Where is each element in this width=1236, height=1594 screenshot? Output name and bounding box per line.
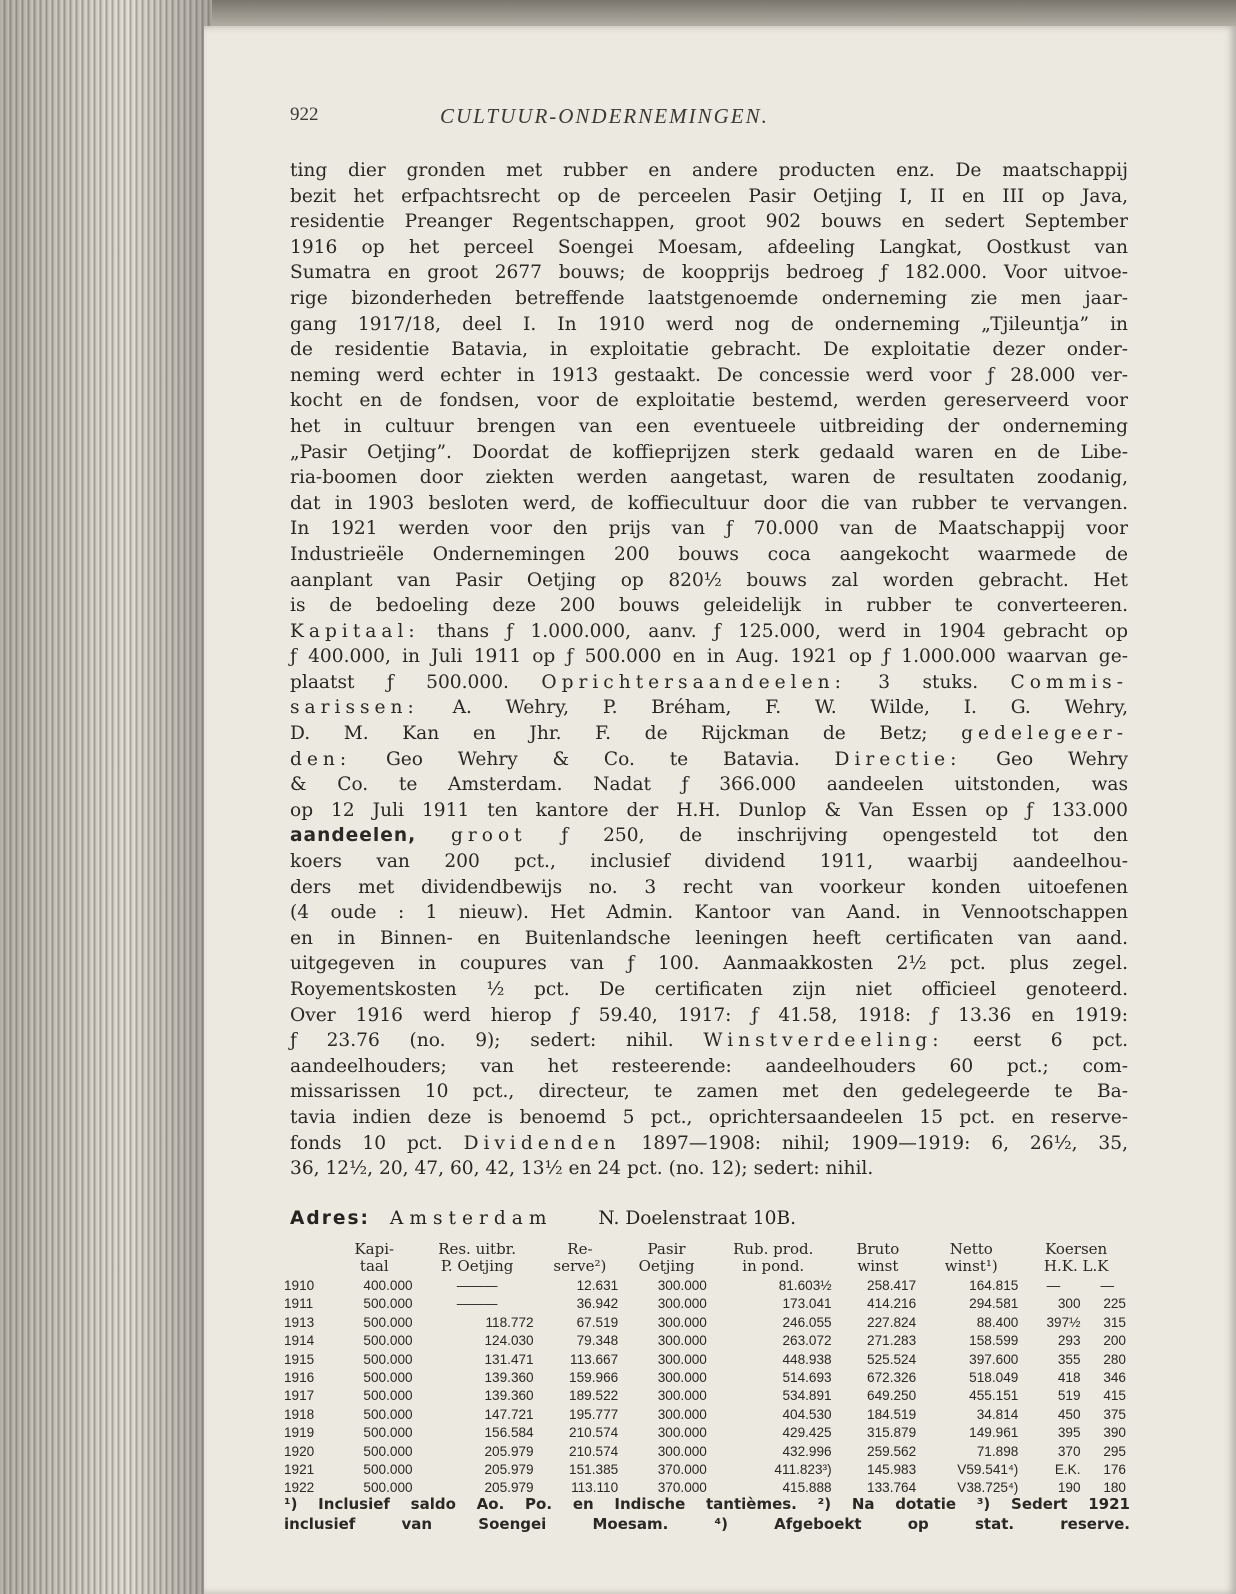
emphasized-text: den:	[290, 748, 352, 770]
text-line	[290, 440, 1128, 466]
text-line	[290, 747, 1128, 773]
table-cell: 418	[1057, 1370, 1081, 1386]
text-line	[290, 823, 1128, 849]
text-line	[290, 209, 1128, 235]
emphasized-text: Winstverdeeling:	[703, 1030, 944, 1052]
table-cell: 370.000	[657, 1462, 707, 1478]
page-header	[290, 104, 1150, 134]
table-cell: 67.519	[576, 1314, 619, 1330]
text-line	[290, 414, 1128, 440]
table-cell: 88.400	[976, 1314, 1019, 1330]
table-cell: 300.000	[657, 1425, 707, 1441]
text-segment: residentie Preanger Regentschappen, groot 902 bouws en sedert September	[290, 211, 1128, 233]
column-header: Koersen H.K. L.K	[1043, 1240, 1109, 1275]
emphasized-text: gedelegeer-	[961, 723, 1128, 745]
table-cell: 432.996	[782, 1443, 832, 1459]
table-row	[284, 1369, 1130, 1387]
table-row	[284, 1424, 1130, 1442]
text-line	[290, 568, 1128, 594]
table-cell: 259.562	[867, 1443, 917, 1459]
table-cell: 81.603½	[778, 1278, 832, 1293]
text-line	[290, 542, 1128, 568]
table-cell: 300.000	[657, 1296, 707, 1312]
table-cell: 145.983	[867, 1462, 917, 1478]
text-segment: tavia indien deze is benoemd 5 pct., oprichtersaandeelen 15 pct. en reserve-	[290, 1106, 1128, 1128]
table-row	[284, 1314, 1130, 1332]
table-cell: 300.000	[657, 1370, 707, 1386]
text-line	[290, 312, 1128, 338]
table-cell: 300.000	[657, 1314, 707, 1330]
table-cell: 205.979	[484, 1443, 534, 1459]
text-segment: gang 1917/18, deel I. In 1910 werd nog de onderneming „Tjileuntja” in	[290, 313, 1128, 335]
emphasized-text: Kapitaal:	[290, 620, 420, 642]
text-line	[290, 465, 1128, 491]
text-line	[290, 875, 1128, 901]
table-cell: 315.879	[867, 1425, 917, 1441]
financial-table	[284, 1241, 1130, 1498]
table-cell: E.K.	[1054, 1462, 1081, 1478]
emphasized-text: groot	[450, 825, 527, 847]
table-cell: 246.055	[782, 1314, 832, 1330]
year-cell: 1917	[284, 1388, 315, 1404]
table-cell: V38.725⁴)	[957, 1480, 1019, 1496]
table-cell: 395	[1057, 1425, 1081, 1441]
table-cell: 455.151	[969, 1388, 1019, 1404]
table-cell: 133.764	[867, 1480, 917, 1496]
address-label: Adres:	[290, 1208, 370, 1229]
text-line	[290, 184, 1128, 210]
footnote-line: ¹) Inclusief saldo Ao. Po. en Indische tantièmes. ²) Na dotatie ³) Sedert 1921	[284, 1495, 1130, 1513]
table-row	[284, 1387, 1130, 1405]
column-header: Pasir Oetjing	[638, 1240, 695, 1275]
table-cell: 649.250	[867, 1388, 917, 1404]
text-segment: „Pasir Oetjing”. Doordat de koffieprijzen sterk gedaald waren en de Libe-	[290, 441, 1128, 463]
table-cell: 300	[1057, 1296, 1081, 1312]
text-segment: Royementskosten ½ pct. De certificaten zijn niet officieel genoteerd.	[290, 979, 1128, 1000]
emphasized-text: Dividenden	[463, 1132, 621, 1154]
column-header: Bruto winst	[856, 1240, 900, 1275]
text-line	[290, 388, 1128, 414]
text-segment: ders met dividendbewijs no. 3 recht van voorkeur konden uitoefenen	[290, 876, 1128, 898]
text-line	[290, 593, 1128, 619]
table-cell: 500.000	[363, 1370, 413, 1386]
text-line	[290, 1079, 1128, 1105]
text-segment: uitgegeven in coupures van ƒ 100. Aanmaakkosten 2½ pct. plus zegel.	[290, 953, 1128, 975]
table-cell: 280	[1103, 1351, 1126, 1367]
text-segment: 1916 op het perceel Soengei Moesam, afdeeling Langkat, Oostkust van	[290, 236, 1128, 258]
table-cell: 397½	[1046, 1314, 1081, 1330]
table-cell: 147.721	[484, 1406, 534, 1422]
table-cell: 205.979	[484, 1480, 534, 1496]
table-cell: 131.471	[484, 1351, 534, 1367]
text-segment: Geo Wehry	[961, 748, 1128, 770]
table-cell: 139.360	[484, 1388, 534, 1404]
text-line	[290, 286, 1128, 312]
address-city: Amsterdam	[389, 1208, 553, 1229]
emphasized-text: Oprichtersaandeelen:	[541, 671, 846, 693]
table-cell: 514.693	[782, 1370, 832, 1386]
table-cell: 500.000	[363, 1351, 413, 1367]
running-head: CULTUUR-ONDERNEMINGEN.	[440, 104, 769, 128]
text-segment: aanplant van Pasir Oetjing op 820½ bouws zal worden gebracht. Het	[290, 569, 1128, 591]
text-line	[290, 1003, 1128, 1029]
text-line	[290, 1131, 1128, 1157]
text-line	[290, 516, 1128, 542]
text-line	[290, 235, 1128, 261]
table-cell: 195.777	[569, 1406, 619, 1422]
table-cell: 300.000	[657, 1388, 707, 1404]
table-cell: 450	[1057, 1406, 1081, 1422]
page-number: 922	[290, 104, 319, 125]
book-page-edges	[0, 0, 212, 1594]
text-line	[290, 695, 1128, 721]
year-cell: 1915	[284, 1351, 315, 1367]
table-cell: 500.000	[363, 1480, 413, 1496]
table-cell: 375	[1103, 1406, 1126, 1422]
text-segment: dat in 1903 besloten werd, de koffiecultuur door die van rubber te vervangen.	[290, 492, 1128, 514]
text-line	[290, 670, 1128, 696]
table-cell: 370.000	[657, 1480, 707, 1496]
year-cell: 1918	[284, 1406, 315, 1422]
text-segment: D. M. Kan en Jhr. F. de Rijckman de Betz;	[290, 723, 962, 745]
footnote-line: inclusief van Soengei Moesam. ⁴) Afgeboekt op stat. reserve.	[284, 1515, 1130, 1533]
table-cell: 519	[1057, 1388, 1081, 1404]
table-cell: 271.283	[867, 1333, 917, 1349]
text-segment: en in Binnen- en Buitenlandsche leeningen heeft certificaten van aand.	[290, 927, 1128, 949]
text-segment	[416, 825, 451, 846]
financial-table-head	[284, 1241, 1130, 1277]
table-row	[284, 1295, 1130, 1313]
table-cell: 525.524	[867, 1351, 917, 1367]
table-cell: 156.584	[484, 1425, 534, 1441]
text-line	[290, 1054, 1128, 1080]
text-segment: is de bedoeling deze 200 bouws geleidelijk in rubber te converteeren.	[290, 595, 1128, 617]
table-row	[284, 1277, 1130, 1295]
table-cell: 500.000	[363, 1462, 413, 1478]
text-line	[290, 491, 1128, 517]
table-cell: 414.216	[867, 1296, 917, 1312]
text-segment: 3 stuks.	[845, 671, 1011, 693]
text-segment: rige bizonderheden betreffende laatstgenoemde onderneming zie men jaar-	[290, 287, 1128, 309]
table-cell: 500.000	[363, 1333, 413, 1349]
table-cell: 200	[1103, 1333, 1126, 1349]
text-segment: ting dier gronden met rubber en andere producten enz. De maatschappij	[290, 160, 1128, 181]
table-cell: 79.348	[576, 1333, 619, 1349]
table-cell: 180	[1103, 1480, 1126, 1496]
year-cell: 1913	[284, 1314, 315, 1330]
table-cell: 411.823³)	[774, 1462, 832, 1478]
text-segment: 1897—1908: nihil; 1909—1919: 6, 26½, 35,	[620, 1132, 1128, 1154]
column-header: Kapi- taal	[354, 1240, 395, 1275]
text-line	[290, 721, 1128, 747]
text-segment: koers van 200 pct., inclusief dividend 1911, waarbij aandeelhou-	[290, 851, 1128, 873]
text-segment: (4 oude : 1 nieuw). Het Admin. Kantoor van Aand. in Vennootschappen	[290, 902, 1128, 924]
text-segment: de residentie Batavia, in exploitatie gebracht. De exploitatie dezer onder-	[290, 339, 1128, 361]
table-cell: 500.000	[363, 1406, 413, 1422]
table-cell: 500.000	[363, 1425, 413, 1441]
year-cell: 1922	[284, 1480, 315, 1496]
text-segment: fonds 10 pct.	[290, 1132, 464, 1154]
table-cell: 397.600	[969, 1351, 1019, 1367]
emphasized-text: Commis-	[1010, 671, 1128, 693]
address-line	[290, 1206, 1128, 1232]
text-line	[290, 1028, 1128, 1054]
text-line	[290, 849, 1128, 875]
table-cell: 300.000	[657, 1406, 707, 1422]
text-line	[290, 1156, 1128, 1182]
table-cell: 225	[1103, 1296, 1126, 1312]
table-cell: 370	[1057, 1443, 1081, 1459]
table-cell: 151.385	[569, 1462, 619, 1478]
text-segment: plaatst ƒ 500.000.	[290, 671, 542, 693]
year-cell: 1921	[284, 1462, 315, 1478]
address-street: N. Doelenstraat 10B.	[598, 1208, 797, 1229]
table-cell: 415.888	[782, 1480, 832, 1496]
text-segment: ƒ 400.000, in Juli 1911 op ƒ 500.000 en in Aug. 1921 op ƒ 1.000.000 waarvan ge-	[290, 646, 1128, 668]
text-segment: A. Wehry, P. Bréham, F. W. Wilde, I. G. Wehry,	[418, 697, 1128, 719]
text-segment: thans ƒ 1.000.000, aanv. ƒ 125.000, werd in 1904 gebracht op	[419, 620, 1128, 642]
table-cell: 210.574	[569, 1443, 619, 1459]
table-cell: 227.824	[867, 1314, 917, 1330]
text-segment: Sumatra en groot 2677 bouws; de koopprijs bedroeg ƒ 182.000. Voor uitvoe-	[290, 262, 1128, 284]
table-cell: 189.522	[569, 1388, 619, 1404]
table-row	[284, 1443, 1130, 1461]
text-line	[290, 1105, 1128, 1131]
text-line	[290, 619, 1128, 645]
text-line	[290, 772, 1128, 798]
table-cell: 390	[1103, 1425, 1126, 1441]
table-row	[284, 1332, 1130, 1350]
text-segment: neming werd echter in 1913 gestaakt. De concessie werd voor ƒ 28.000 ver-	[290, 364, 1128, 386]
table-cell: 118.772	[485, 1314, 534, 1330]
table-row	[284, 1461, 1130, 1479]
table-header-row	[284, 1241, 1130, 1277]
table-cell: 300.000	[657, 1443, 707, 1459]
table-cell: 124.030	[484, 1333, 534, 1349]
table-cell: ———	[456, 1296, 498, 1312]
year-cell: 1916	[284, 1370, 315, 1386]
text-segment: aandeelhouders; van het resteerende: aandeelhouders 60 pct.; com-	[290, 1055, 1128, 1077]
table-cell: 500.000	[363, 1388, 413, 1404]
table-cell: 448.938	[782, 1351, 832, 1367]
table-row	[284, 1406, 1130, 1424]
text-line	[290, 900, 1128, 926]
text-line	[290, 798, 1128, 824]
text-segment: op 12 Juli 1911 ten kantore der H.H. Dunlop & Van Essen op ƒ 133.000	[290, 799, 1128, 821]
table-cell: 518.049	[969, 1370, 1019, 1386]
table-cell: 205.979	[484, 1462, 534, 1478]
year-cell: 1914	[284, 1333, 315, 1349]
table-cell: 400.000	[363, 1278, 413, 1293]
table-cell: 139.360	[484, 1370, 534, 1386]
text-line	[290, 951, 1128, 977]
table-cell: 672.326	[867, 1370, 917, 1386]
text-segment: missarissen 10 pct., directeur, te zamen met den gedelegeerde te Ba-	[290, 1081, 1128, 1103]
table-row	[284, 1351, 1130, 1369]
text-line	[290, 158, 1128, 184]
text-segment: ƒ 23.76 (no. 9); sedert: nihil.	[290, 1030, 704, 1052]
body-text	[290, 158, 1128, 1182]
table-cell: 173.041	[782, 1296, 832, 1312]
text-line	[290, 926, 1128, 952]
table-cell: 315	[1103, 1314, 1126, 1330]
table-cell: 300.000	[657, 1278, 707, 1293]
table-cell: 300.000	[657, 1333, 707, 1349]
text-segment: & Co. te Amsterdam. Nadat ƒ 366.000 aandeelen uitstonden, was	[290, 774, 1128, 796]
table-cell: 415	[1103, 1388, 1126, 1404]
emphasized-text: Directie:	[834, 748, 962, 770]
table-cell: 164.815	[969, 1278, 1019, 1293]
column-header: Netto winst¹)	[944, 1240, 998, 1275]
footnotes	[284, 1494, 1130, 1534]
text-segment: In 1921 werden voor den prijs van ƒ 70.000 van de Maatschappij voor	[290, 518, 1128, 540]
table-cell: 295	[1103, 1443, 1126, 1459]
year-cell: 1911	[284, 1296, 314, 1312]
text-line	[290, 977, 1128, 1003]
text-segment: Geo Wehry & Co. te Batavia.	[351, 748, 835, 770]
text-segment: Over 1916 werd hierop ƒ 59.40, 1917: ƒ 41.58, 1918: ƒ 13.36 en 1919:	[290, 1004, 1128, 1026]
table-cell: 500.000	[363, 1443, 413, 1459]
table-cell: 36.942	[576, 1296, 619, 1312]
table-cell: 210.574	[569, 1425, 619, 1441]
column-header: Res. uitbr. P. Oetjing	[438, 1240, 516, 1275]
text-line	[290, 260, 1128, 286]
table-cell: 534.891	[782, 1388, 832, 1404]
table-cell: ———	[456, 1278, 498, 1293]
year-cell: 1920	[284, 1443, 315, 1459]
text-segment: ƒ 250, de inschrijving opengesteld tot den	[526, 825, 1128, 847]
text-segment: bezit het erfpachtsrecht op de perceelen Pasir Oetjing I, II en III op Java,	[290, 185, 1128, 207]
table-cell: 300.000	[657, 1351, 707, 1367]
text-segment: ria-boomen door ziekten werden aangetast, waren de resultaten zoodanig,	[290, 467, 1128, 489]
table-cell: 294.581	[969, 1296, 1019, 1312]
text-segment: eerst 6 pct.	[943, 1030, 1128, 1052]
year-cell: 1910	[284, 1278, 315, 1293]
table-cell: 263.072	[782, 1333, 832, 1349]
year-cell: 1919	[284, 1425, 315, 1441]
text-segment: het in cultuur brengen van een eventueele uitbreiding der onderneming	[290, 415, 1128, 437]
text-line	[290, 337, 1128, 363]
table-cell: 429.425	[782, 1425, 832, 1441]
column-header: Re- serve²)	[553, 1240, 607, 1275]
text-segment: 36, 12½, 20, 47, 60, 42, 13½ en 24 pct. (no. 12); sedert: nihil.	[290, 1158, 874, 1180]
table-cell: 293	[1057, 1333, 1081, 1349]
table-cell: 71.898	[976, 1443, 1019, 1459]
emphasized-text: aandeelen,	[290, 825, 417, 847]
table-cell: 500.000	[363, 1314, 413, 1330]
table-cell: 158.599	[969, 1333, 1019, 1349]
table-cell: 113.110	[571, 1480, 619, 1496]
table-cell: 176	[1103, 1462, 1126, 1478]
table-cell: 355	[1057, 1351, 1081, 1367]
table-cell: —	[1100, 1278, 1115, 1293]
text-segment: kocht en de fondsen, voor de exploitatie bestemd, werden gereserveerd voor	[290, 390, 1128, 412]
table-cell: V59.541⁴)	[957, 1462, 1019, 1478]
column-header	[284, 1241, 332, 1277]
table-cell: 190	[1057, 1480, 1081, 1496]
table-cell: 346	[1103, 1370, 1126, 1386]
table-cell: —	[1046, 1278, 1061, 1293]
table-cell: 500.000	[363, 1296, 413, 1312]
table-cell: 159.966	[569, 1370, 619, 1386]
table-cell: 258.417	[867, 1278, 917, 1293]
column-header: Rub. prod. in pond.	[733, 1240, 814, 1275]
text-line	[290, 363, 1128, 389]
table-cell: 113.667	[570, 1351, 619, 1367]
text-line	[290, 644, 1128, 670]
emphasized-text: sarissen:	[290, 697, 419, 719]
table-cell: 34.814	[976, 1406, 1019, 1422]
text-segment: Industrieële Ondernemingen 200 bouws coca aangekocht waarmede de	[290, 543, 1128, 565]
table-cell: 12.631	[576, 1278, 619, 1293]
table-cell: 404.530	[782, 1406, 832, 1422]
table-cell: 149.961	[969, 1425, 1019, 1441]
financial-table-body	[284, 1277, 1130, 1498]
table-cell: 184.519	[867, 1406, 917, 1422]
